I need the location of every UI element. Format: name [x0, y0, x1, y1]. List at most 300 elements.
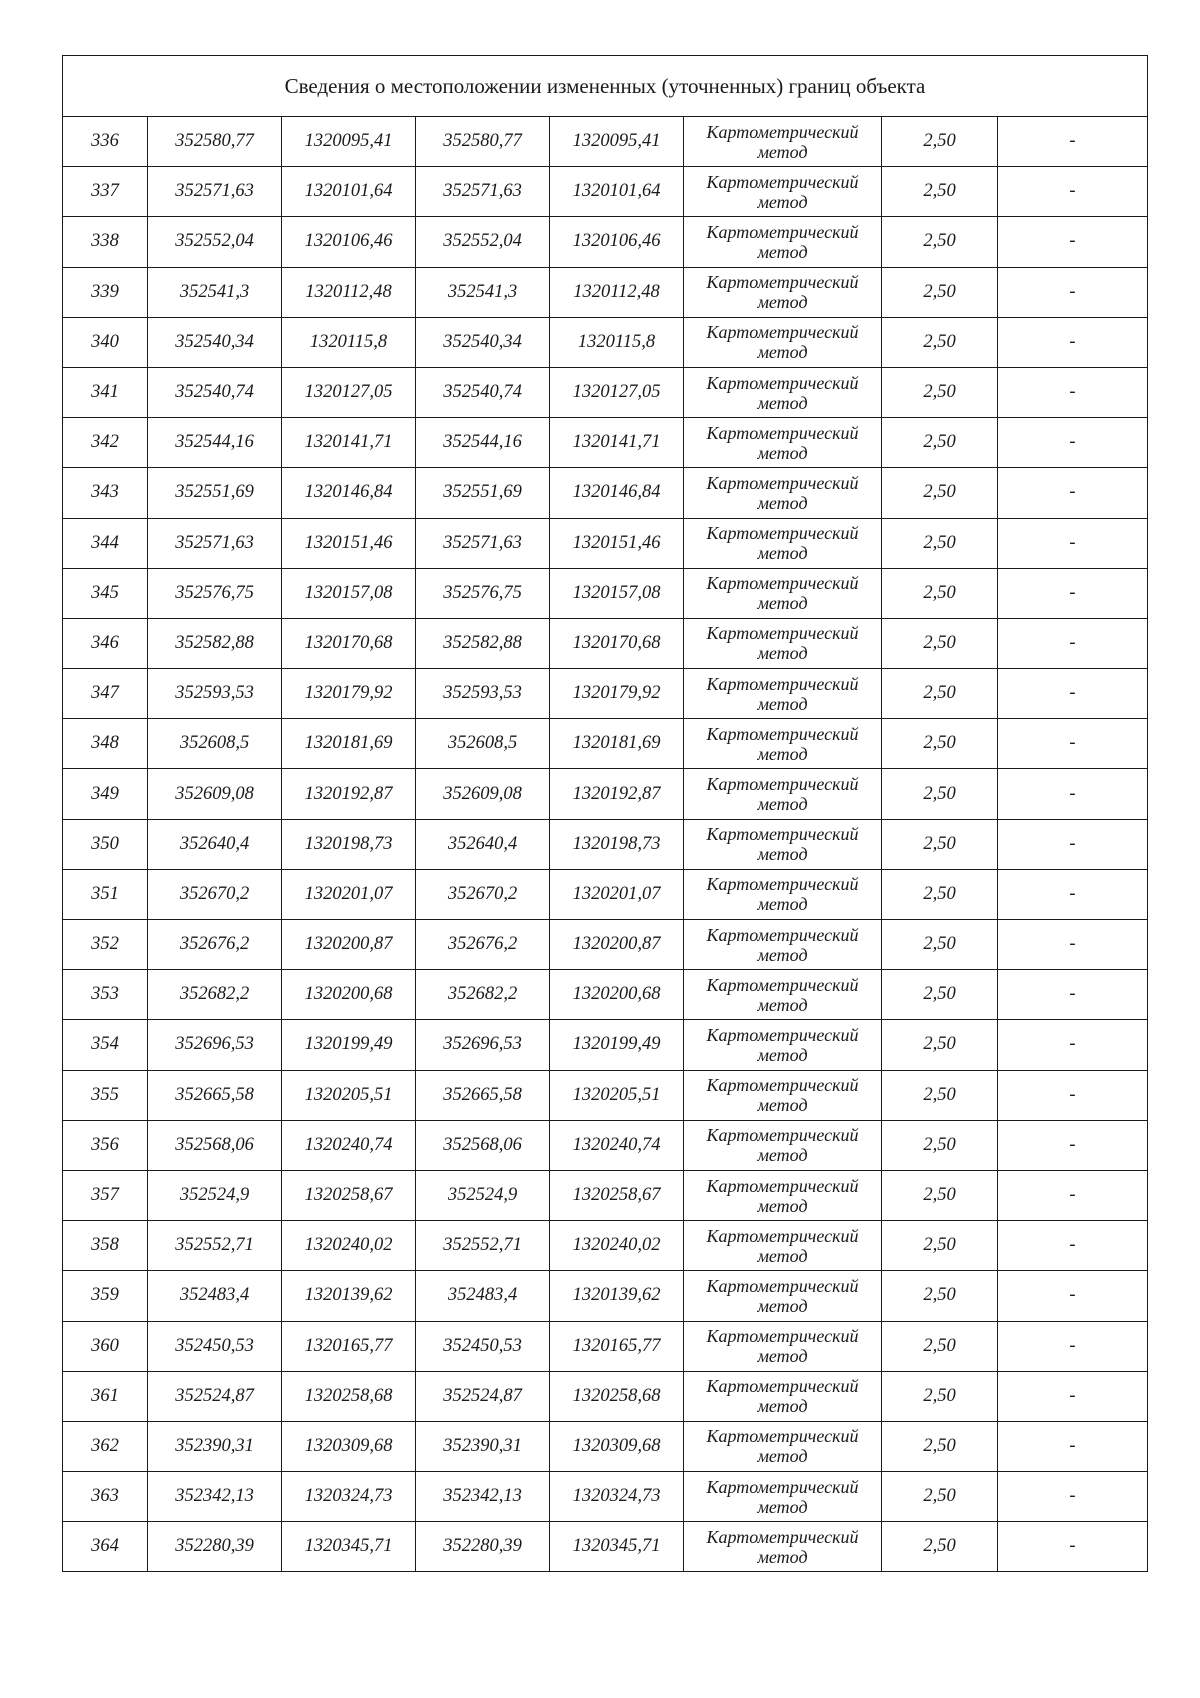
refined-y-cell: 1320345,71 [550, 1522, 684, 1572]
method-cell [684, 418, 882, 468]
point-number-cell: 356 [63, 1120, 148, 1170]
method-line-2: метод [757, 994, 808, 1015]
table-row [63, 819, 1148, 869]
point-number-cell: 342 [63, 418, 148, 468]
method-line-2: метод [757, 944, 808, 965]
existing-x-cell: 352552,71 [148, 1221, 282, 1271]
note-cell: - [998, 769, 1148, 819]
table-row [63, 1170, 1148, 1220]
method-line-2: метод [757, 844, 808, 865]
accuracy-cell: 2,50 [882, 568, 998, 618]
accuracy-cell: 2,50 [882, 367, 998, 417]
point-number-cell: 353 [63, 970, 148, 1020]
accuracy-cell: 2,50 [882, 217, 998, 267]
existing-y-cell: 1320146,84 [282, 468, 416, 518]
refined-y-cell: 1320192,87 [550, 769, 684, 819]
existing-x-cell: 352568,06 [148, 1120, 282, 1170]
refined-x-cell: 352524,87 [416, 1371, 550, 1421]
existing-y-cell: 1320127,05 [282, 367, 416, 417]
note-cell: - [998, 1170, 1148, 1220]
method-line-2: метод [757, 693, 808, 714]
existing-x-cell: 352582,88 [148, 618, 282, 668]
method-cell [684, 367, 882, 417]
method-cell [684, 920, 882, 970]
method-line-2: метод [757, 593, 808, 614]
refined-x-cell: 352582,88 [416, 618, 550, 668]
method-line-1: Картометрический [706, 1326, 859, 1347]
table-row [63, 1522, 1148, 1572]
accuracy-cell: 2,50 [882, 468, 998, 518]
accuracy-cell: 2,50 [882, 1020, 998, 1070]
note-cell: - [998, 669, 1148, 719]
method-cell [684, 468, 882, 518]
method-line-1: Картометрический [706, 221, 859, 242]
method-line-1: Картометрический [706, 1225, 859, 1246]
refined-y-cell: 1320324,73 [550, 1472, 684, 1522]
accuracy-cell: 2,50 [882, 1472, 998, 1522]
table-row [63, 1120, 1148, 1170]
method-line-2: метод [757, 543, 808, 564]
existing-x-cell: 352342,13 [148, 1472, 282, 1522]
point-number-cell: 360 [63, 1321, 148, 1371]
existing-y-cell: 1320205,51 [282, 1070, 416, 1120]
existing-y-cell: 1320157,08 [282, 568, 416, 618]
method-cell [684, 317, 882, 367]
point-number-cell: 336 [63, 117, 148, 167]
refined-x-cell: 352682,2 [416, 970, 550, 1020]
method-cell [684, 117, 882, 167]
existing-y-cell: 1320201,07 [282, 869, 416, 919]
point-number-cell: 359 [63, 1271, 148, 1321]
refined-x-cell: 352540,34 [416, 317, 550, 367]
accuracy-cell: 2,50 [882, 819, 998, 869]
table-row [63, 117, 1148, 167]
refined-y-cell: 1320170,68 [550, 618, 684, 668]
method-cell [684, 1120, 882, 1170]
existing-y-cell: 1320258,68 [282, 1371, 416, 1421]
point-number-cell: 346 [63, 618, 148, 668]
refined-x-cell: 352676,2 [416, 920, 550, 970]
accuracy-cell: 2,50 [882, 167, 998, 217]
method-line-2: метод [757, 492, 808, 513]
refined-y-cell: 1320165,77 [550, 1321, 684, 1371]
existing-y-cell: 1320141,71 [282, 418, 416, 468]
method-cell [684, 267, 882, 317]
refined-x-cell: 352571,63 [416, 518, 550, 568]
method-line-1: Картометрический [706, 623, 859, 644]
note-cell: - [998, 1070, 1148, 1120]
note-cell: - [998, 468, 1148, 518]
existing-y-cell: 1320170,68 [282, 618, 416, 668]
method-cell [684, 970, 882, 1020]
method-line-1: Картометрический [706, 121, 859, 142]
existing-x-cell: 352551,69 [148, 468, 282, 518]
method-line-1: Картометрический [706, 1526, 859, 1547]
existing-x-cell: 352571,63 [148, 167, 282, 217]
accuracy-cell: 2,50 [882, 1120, 998, 1170]
method-line-1: Картометрический [706, 673, 859, 694]
table-row [63, 769, 1148, 819]
point-number-cell: 347 [63, 669, 148, 719]
table-row [63, 468, 1148, 518]
method-line-1: Картометрический [706, 1125, 859, 1146]
accuracy-cell: 2,50 [882, 970, 998, 1020]
method-line-2: метод [757, 1396, 808, 1417]
table-title: Сведения о местоположении измененных (уточненных) границ объекта [63, 56, 1148, 117]
existing-x-cell: 352593,53 [148, 669, 282, 719]
method-line-1: Картометрический [706, 1376, 859, 1397]
accuracy-cell: 2,50 [882, 518, 998, 568]
existing-y-cell: 1320112,48 [282, 267, 416, 317]
existing-x-cell: 352524,87 [148, 1371, 282, 1421]
point-number-cell: 352 [63, 920, 148, 970]
existing-x-cell: 352609,08 [148, 769, 282, 819]
point-number-cell: 358 [63, 1221, 148, 1271]
existing-y-cell: 1320192,87 [282, 769, 416, 819]
refined-y-cell: 1320139,62 [550, 1271, 684, 1321]
method-cell [684, 669, 882, 719]
table-row [63, 1371, 1148, 1421]
note-cell: - [998, 819, 1148, 869]
table-row [63, 367, 1148, 417]
point-number-cell: 351 [63, 869, 148, 919]
existing-y-cell: 1320106,46 [282, 217, 416, 267]
existing-x-cell: 352544,16 [148, 418, 282, 468]
existing-y-cell: 1320101,64 [282, 167, 416, 217]
note-cell: - [998, 217, 1148, 267]
note-cell: - [998, 1472, 1148, 1522]
existing-y-cell: 1320095,41 [282, 117, 416, 167]
existing-y-cell: 1320345,71 [282, 1522, 416, 1572]
note-cell: - [998, 1271, 1148, 1321]
refined-y-cell: 1320141,71 [550, 418, 684, 468]
point-number-cell: 343 [63, 468, 148, 518]
refined-x-cell: 352552,04 [416, 217, 550, 267]
table-row [63, 869, 1148, 919]
note-cell: - [998, 920, 1148, 970]
method-cell [684, 1170, 882, 1220]
point-number-cell: 345 [63, 568, 148, 618]
refined-x-cell: 352576,75 [416, 568, 550, 618]
note-cell: - [998, 1221, 1148, 1271]
method-line-2: метод [757, 342, 808, 363]
method-cell [684, 167, 882, 217]
method-cell [684, 1070, 882, 1120]
method-line-1: Картометрический [706, 322, 859, 343]
refined-y-cell: 1320258,67 [550, 1170, 684, 1220]
method-line-1: Картометрический [706, 1024, 859, 1045]
accuracy-cell: 2,50 [882, 769, 998, 819]
refined-x-cell: 352609,08 [416, 769, 550, 819]
point-number-cell: 361 [63, 1371, 148, 1421]
method-line-2: метод [757, 743, 808, 764]
refined-x-cell: 352608,5 [416, 719, 550, 769]
accuracy-cell: 2,50 [882, 869, 998, 919]
refined-y-cell: 1320179,92 [550, 669, 684, 719]
point-number-cell: 357 [63, 1170, 148, 1220]
existing-y-cell: 1320199,49 [282, 1020, 416, 1070]
refined-y-cell: 1320106,46 [550, 217, 684, 267]
refined-y-cell: 1320201,07 [550, 869, 684, 919]
note-cell: - [998, 1421, 1148, 1471]
accuracy-cell: 2,50 [882, 669, 998, 719]
note-cell: - [998, 267, 1148, 317]
existing-y-cell: 1320200,68 [282, 970, 416, 1020]
method-line-2: метод [757, 1346, 808, 1367]
existing-y-cell: 1320198,73 [282, 819, 416, 869]
existing-y-cell: 1320179,92 [282, 669, 416, 719]
existing-x-cell: 352541,3 [148, 267, 282, 317]
refined-x-cell: 352593,53 [416, 669, 550, 719]
table-row [63, 970, 1148, 1020]
point-number-cell: 354 [63, 1020, 148, 1070]
method-line-2: метод [757, 1295, 808, 1316]
method-line-1: Картометрический [706, 272, 859, 293]
method-line-1: Картометрический [706, 974, 859, 995]
refined-y-cell: 1320240,02 [550, 1221, 684, 1271]
note-cell: - [998, 117, 1148, 167]
existing-y-cell: 1320139,62 [282, 1271, 416, 1321]
note-cell: - [998, 970, 1148, 1020]
existing-y-cell: 1320258,67 [282, 1170, 416, 1220]
accuracy-cell: 2,50 [882, 117, 998, 167]
refined-y-cell: 1320199,49 [550, 1020, 684, 1070]
method-line-2: метод [757, 1145, 808, 1166]
note-cell: - [998, 1371, 1148, 1421]
method-line-1: Картометрический [706, 1175, 859, 1196]
method-cell [684, 819, 882, 869]
method-line-1: Картометрический [706, 523, 859, 544]
note-cell: - [998, 618, 1148, 668]
point-number-cell: 348 [63, 719, 148, 769]
method-line-1: Картометрический [706, 874, 859, 895]
method-line-1: Картометрический [706, 573, 859, 594]
refined-x-cell: 352551,69 [416, 468, 550, 518]
existing-y-cell: 1320165,77 [282, 1321, 416, 1371]
method-line-2: метод [757, 1195, 808, 1216]
existing-y-cell: 1320324,73 [282, 1472, 416, 1522]
table-row [63, 1221, 1148, 1271]
existing-y-cell: 1320309,68 [282, 1421, 416, 1471]
table-row [63, 167, 1148, 217]
refined-y-cell: 1320181,69 [550, 719, 684, 769]
note-cell: - [998, 1020, 1148, 1070]
table-row [63, 568, 1148, 618]
refined-x-cell: 352552,71 [416, 1221, 550, 1271]
table-row [63, 317, 1148, 367]
method-line-2: метод [757, 1044, 808, 1065]
refined-x-cell: 352670,2 [416, 869, 550, 919]
point-number-cell: 350 [63, 819, 148, 869]
refined-x-cell: 352390,31 [416, 1421, 550, 1471]
method-line-1: Картометрический [706, 171, 859, 192]
refined-y-cell: 1320095,41 [550, 117, 684, 167]
table-row [63, 920, 1148, 970]
existing-x-cell: 352696,53 [148, 1020, 282, 1070]
method-line-2: метод [757, 1496, 808, 1517]
table-row [63, 1472, 1148, 1522]
method-cell [684, 1371, 882, 1421]
method-cell [684, 217, 882, 267]
refined-y-cell: 1320200,68 [550, 970, 684, 1020]
table-row [63, 669, 1148, 719]
refined-x-cell: 352568,06 [416, 1120, 550, 1170]
refined-x-cell: 352450,53 [416, 1321, 550, 1371]
existing-x-cell: 352640,4 [148, 819, 282, 869]
method-cell [684, 568, 882, 618]
note-cell: - [998, 1321, 1148, 1371]
point-number-cell: 362 [63, 1421, 148, 1471]
table-title-row [63, 56, 1148, 117]
table-row [63, 1020, 1148, 1070]
table-row [63, 518, 1148, 568]
accuracy-cell: 2,50 [882, 1271, 998, 1321]
point-number-cell: 338 [63, 217, 148, 267]
point-number-cell: 344 [63, 518, 148, 568]
method-line-2: метод [757, 292, 808, 313]
method-cell [684, 1271, 882, 1321]
table-row [63, 1271, 1148, 1321]
existing-x-cell: 352670,2 [148, 869, 282, 919]
point-number-cell: 341 [63, 367, 148, 417]
existing-y-cell: 1320200,87 [282, 920, 416, 970]
refined-x-cell: 352696,53 [416, 1020, 550, 1070]
method-line-2: метод [757, 1245, 808, 1266]
refined-y-cell: 1320200,87 [550, 920, 684, 970]
method-line-2: метод [757, 1095, 808, 1116]
method-cell [684, 618, 882, 668]
point-number-cell: 355 [63, 1070, 148, 1120]
table-row [63, 217, 1148, 267]
existing-x-cell: 352608,5 [148, 719, 282, 769]
refined-y-cell: 1320205,51 [550, 1070, 684, 1120]
point-number-cell: 339 [63, 267, 148, 317]
note-cell: - [998, 869, 1148, 919]
note-cell: - [998, 167, 1148, 217]
refined-y-cell: 1320240,74 [550, 1120, 684, 1170]
existing-y-cell: 1320181,69 [282, 719, 416, 769]
refined-y-cell: 1320146,84 [550, 468, 684, 518]
method-line-2: метод [757, 894, 808, 915]
method-cell [684, 869, 882, 919]
method-line-2: метод [757, 1546, 808, 1567]
coordinates-table [62, 55, 1148, 1572]
accuracy-cell: 2,50 [882, 1371, 998, 1421]
refined-y-cell: 1320115,8 [550, 317, 684, 367]
existing-x-cell: 352390,31 [148, 1421, 282, 1471]
refined-y-cell: 1320198,73 [550, 819, 684, 869]
existing-x-cell: 352483,4 [148, 1271, 282, 1321]
method-line-1: Картометрический [706, 422, 859, 443]
method-line-1: Картометрический [706, 472, 859, 493]
note-cell: - [998, 418, 1148, 468]
existing-x-cell: 352682,2 [148, 970, 282, 1020]
method-cell [684, 1421, 882, 1471]
refined-x-cell: 352524,9 [416, 1170, 550, 1220]
existing-y-cell: 1320115,8 [282, 317, 416, 367]
refined-x-cell: 352665,58 [416, 1070, 550, 1120]
method-line-2: метод [757, 1446, 808, 1467]
existing-y-cell: 1320240,02 [282, 1221, 416, 1271]
method-line-1: Картометрический [706, 372, 859, 393]
refined-y-cell: 1320101,64 [550, 167, 684, 217]
table-row [63, 267, 1148, 317]
refined-x-cell: 352540,74 [416, 367, 550, 417]
table-row [63, 418, 1148, 468]
existing-x-cell: 352524,9 [148, 1170, 282, 1220]
method-line-2: метод [757, 141, 808, 162]
method-line-1: Картометрический [706, 1476, 859, 1497]
point-number-cell: 340 [63, 317, 148, 367]
note-cell: - [998, 367, 1148, 417]
accuracy-cell: 2,50 [882, 920, 998, 970]
accuracy-cell: 2,50 [882, 1321, 998, 1371]
method-line-2: метод [757, 191, 808, 212]
point-number-cell: 349 [63, 769, 148, 819]
accuracy-cell: 2,50 [882, 719, 998, 769]
note-cell: - [998, 719, 1148, 769]
refined-y-cell: 1320309,68 [550, 1421, 684, 1471]
method-line-1: Картометрический [706, 723, 859, 744]
refined-y-cell: 1320127,05 [550, 367, 684, 417]
method-cell [684, 719, 882, 769]
accuracy-cell: 2,50 [882, 418, 998, 468]
point-number-cell: 337 [63, 167, 148, 217]
refined-x-cell: 352544,16 [416, 418, 550, 468]
table-row [63, 1070, 1148, 1120]
existing-x-cell: 352665,58 [148, 1070, 282, 1120]
existing-x-cell: 352552,04 [148, 217, 282, 267]
existing-x-cell: 352540,74 [148, 367, 282, 417]
point-number-cell: 363 [63, 1472, 148, 1522]
accuracy-cell: 2,50 [882, 317, 998, 367]
method-cell [684, 769, 882, 819]
note-cell: - [998, 1522, 1148, 1572]
refined-y-cell: 1320258,68 [550, 1371, 684, 1421]
method-cell [684, 1321, 882, 1371]
method-line-1: Картометрический [706, 1075, 859, 1096]
method-cell [684, 1020, 882, 1070]
method-line-2: метод [757, 442, 808, 463]
refined-x-cell: 352571,63 [416, 167, 550, 217]
refined-y-cell: 1320157,08 [550, 568, 684, 618]
note-cell: - [998, 518, 1148, 568]
method-line-1: Картометрический [706, 774, 859, 795]
existing-x-cell: 352576,75 [148, 568, 282, 618]
method-cell [684, 518, 882, 568]
existing-y-cell: 1320240,74 [282, 1120, 416, 1170]
existing-x-cell: 352540,34 [148, 317, 282, 367]
method-cell [684, 1472, 882, 1522]
refined-x-cell: 352580,77 [416, 117, 550, 167]
accuracy-cell: 2,50 [882, 618, 998, 668]
refined-x-cell: 352342,13 [416, 1472, 550, 1522]
note-cell: - [998, 317, 1148, 367]
existing-x-cell: 352676,2 [148, 920, 282, 970]
refined-x-cell: 352541,3 [416, 267, 550, 317]
table-row [63, 1321, 1148, 1371]
accuracy-cell: 2,50 [882, 1421, 998, 1471]
accuracy-cell: 2,50 [882, 1170, 998, 1220]
table-row [63, 618, 1148, 668]
note-cell: - [998, 1120, 1148, 1170]
method-line-1: Картометрический [706, 1275, 859, 1296]
method-line-2: метод [757, 392, 808, 413]
method-line-2: метод [757, 241, 808, 262]
method-line-1: Картометрический [706, 1426, 859, 1447]
existing-x-cell: 352280,39 [148, 1522, 282, 1572]
existing-x-cell: 352450,53 [148, 1321, 282, 1371]
